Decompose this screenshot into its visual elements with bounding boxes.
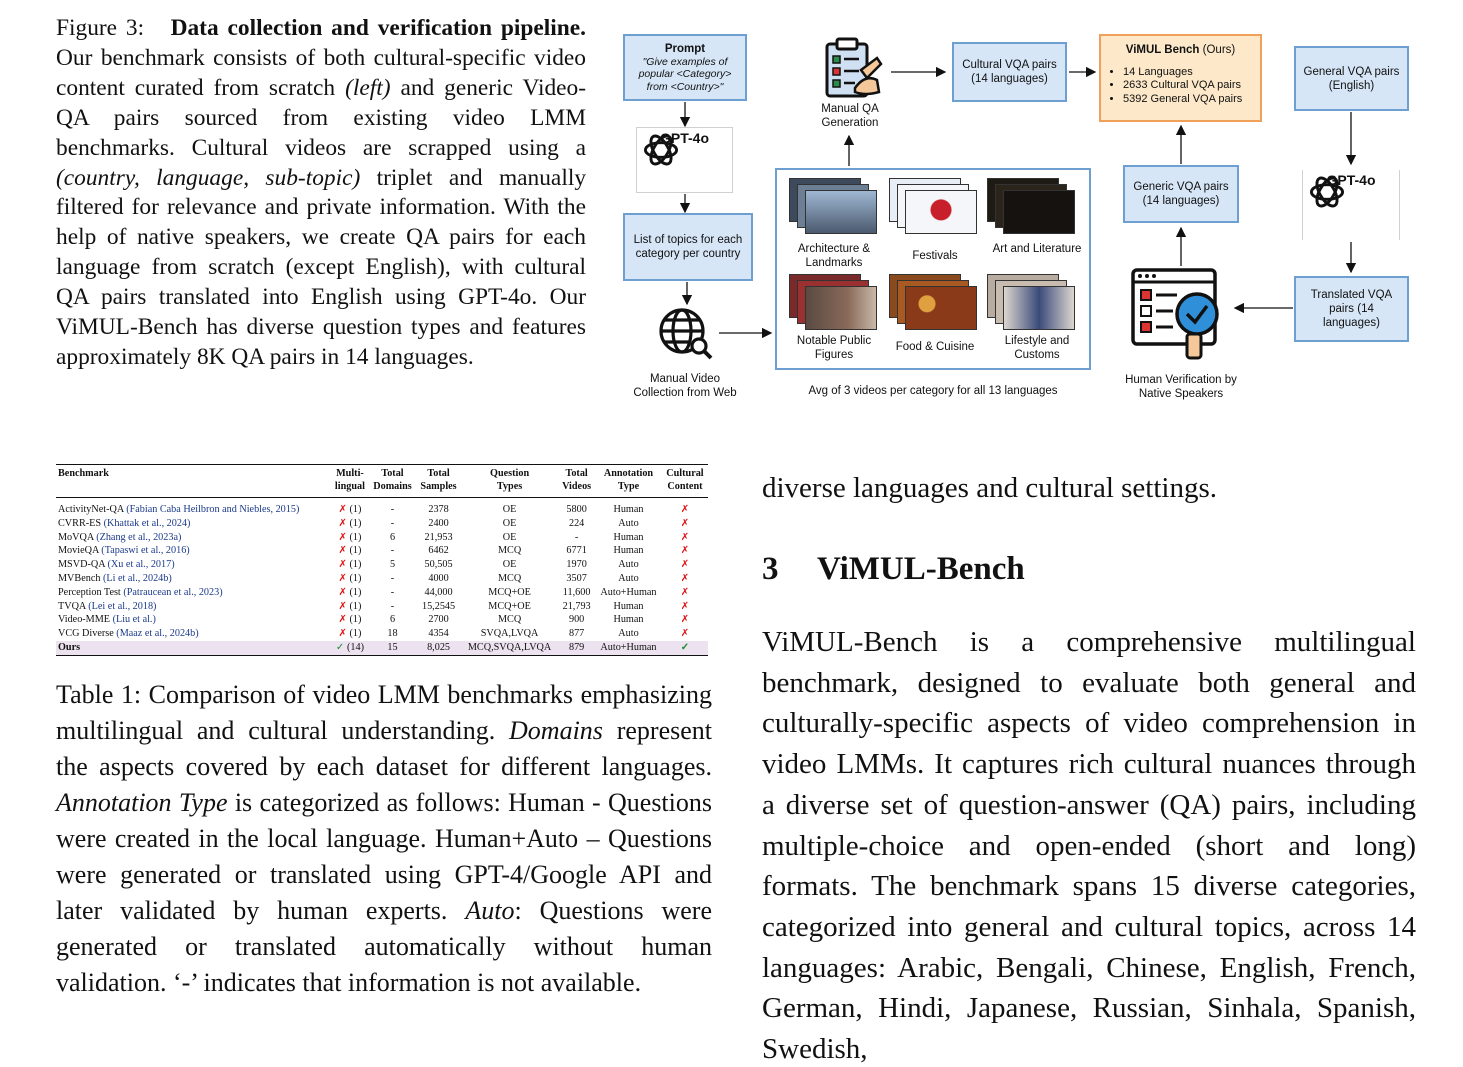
cell-videos-value: 224 xyxy=(568,517,585,529)
category-label: Architecture & Landmarks xyxy=(797,243,871,269)
cell-annotation xyxy=(595,600,662,614)
cell-domains xyxy=(369,600,416,614)
language-count: (1) xyxy=(349,600,362,612)
cell-question-types xyxy=(461,586,558,600)
generic-vqa-text: Generic VQA pairs (14 languages) xyxy=(1133,181,1229,207)
comparison-table xyxy=(56,464,708,656)
table-row xyxy=(56,572,708,586)
cell-question-types-value: OE xyxy=(502,559,517,571)
cross-icon: ✗ xyxy=(338,586,347,598)
table-row xyxy=(56,498,708,517)
cell-question-types xyxy=(461,531,558,545)
cell-videos-value: 5800 xyxy=(566,504,587,515)
cell-domains xyxy=(369,517,416,531)
citation: (Tapaswi et al., 2016) xyxy=(101,545,190,557)
citation: (Li et al., 2024b) xyxy=(103,572,172,584)
citation: (Khattak et al., 2024) xyxy=(103,517,191,529)
cell-videos xyxy=(558,498,595,517)
section-title: ViMUL-Bench xyxy=(817,551,1025,587)
cross-icon: ✗ xyxy=(680,586,690,598)
table-row xyxy=(56,600,708,614)
cell-samples xyxy=(416,517,461,531)
cell-annotation xyxy=(595,586,662,600)
cell-samples xyxy=(416,627,461,641)
cell-domains xyxy=(369,572,416,586)
citation: (Liu et al.) xyxy=(112,614,156,626)
check-icon: ✓ xyxy=(680,641,690,653)
cell-videos xyxy=(558,558,595,572)
section-body: ViMUL-Bench is a comprehensive multilingual benchmark, designed to evaluate both general and culturally-specific aspects of video comprehension in video LMMs. It captures rich cultural nuances through a diverse set of question-answer (QA) pairs, including multiple-choice and open-ended (short and long) formats. The benchmark spans 15 diverse categories, categorized into general and cultural topics, across 14 languages: Arabic, Bengali, Chinese, English, French, German, Hindi, Japanese, Russian, Sinhala, Spanish, Swedish, xyxy=(762,626,1416,1066)
cell-domains-value: - xyxy=(390,504,395,515)
festivals-thumbnail xyxy=(889,178,979,236)
category-label: Lifestyle and Customs xyxy=(1004,335,1070,361)
cross-icon: ✗ xyxy=(680,614,690,626)
table-row-ours xyxy=(56,641,708,655)
cross-icon: ✗ xyxy=(680,572,690,584)
cell-samples xyxy=(416,544,461,558)
language-count: (1) xyxy=(349,559,362,571)
cell-videos-value: 6771 xyxy=(566,545,587,557)
cell-annotation-value: Human xyxy=(613,614,644,626)
prompt-box xyxy=(623,34,747,101)
cell-samples xyxy=(416,641,461,655)
cell-multilingual xyxy=(331,572,369,586)
cell-multilingual xyxy=(331,600,369,614)
cell-samples-value: 2700 xyxy=(428,614,449,626)
cell-benchmark xyxy=(56,586,331,600)
openai-logo-icon xyxy=(1303,170,1351,214)
cell-videos xyxy=(558,586,595,600)
manual-video-label: Manual Video Collection from Web xyxy=(633,373,737,399)
language-count: (1) xyxy=(349,531,362,543)
gpt4o-card-left xyxy=(636,127,733,193)
table-row xyxy=(56,586,708,600)
cell-cultural xyxy=(662,498,708,517)
table-caption-text-4: : Questions were generated or translated automatically without human validation. ‘-’ indicates that information is not available. xyxy=(56,896,712,997)
cell-samples xyxy=(416,558,461,572)
language-count: (1) xyxy=(349,517,362,529)
benchmark-name: MoVQA xyxy=(58,531,94,543)
cell-samples xyxy=(416,531,461,545)
category-label: Food & Cuisine xyxy=(895,341,975,353)
cell-annotation-value: Human xyxy=(613,531,644,543)
table-caption-text-2: represent the aspects covered by each dataset for different languages. xyxy=(56,716,713,781)
language-count: (1) xyxy=(349,545,362,557)
cell-domains xyxy=(369,613,416,627)
cell-domains xyxy=(369,531,416,545)
cross-icon: ✗ xyxy=(338,531,347,543)
cell-benchmark xyxy=(56,613,331,627)
cell-domains-value: 6 xyxy=(389,614,396,626)
openai-logo-icon xyxy=(637,128,685,172)
figure-text-3: triplet and manually filtered for relevance and private information. With the help of native speakers, we create QA pairs for each language from scratch (except English), with cultural QA pairs translated into English using GPT-4o. Our ViMUL-Bench has diverse question types and features approximately 8K QA pairs in 14 languages. xyxy=(56,164,587,370)
cell-videos xyxy=(558,627,595,641)
vimul-ours: (Ours) xyxy=(1202,44,1236,56)
cell-samples-value: 2400 xyxy=(428,517,449,529)
table-row xyxy=(56,544,708,558)
cell-benchmark xyxy=(56,498,331,517)
cell-cultural xyxy=(662,600,708,614)
category-label: Festivals xyxy=(912,250,958,262)
comparison-table-wrapper xyxy=(56,464,708,656)
cell-question-types-value: MCQ,SVQA,LVQA xyxy=(467,641,552,653)
cell-annotation-value: Auto xyxy=(618,517,639,529)
cell-multilingual xyxy=(331,498,369,517)
cell-domains xyxy=(369,586,416,600)
cell-question-types-value: MCQ xyxy=(497,545,522,557)
cell-videos-value: 877 xyxy=(568,628,585,640)
figure-title: Data collection and verification pipeline. xyxy=(170,15,586,41)
cell-domains-value: 5 xyxy=(389,559,396,571)
pipeline-diagram xyxy=(615,28,1415,413)
cell-multilingual xyxy=(331,641,369,655)
gpt4o-card-right xyxy=(1302,170,1400,240)
citation: (Maaz et al., 2024b) xyxy=(116,628,199,640)
cell-multilingual xyxy=(331,613,369,627)
figure-italic-triplet: (country, language, sub-topic) xyxy=(56,164,361,191)
cell-benchmark xyxy=(56,531,331,545)
table-row xyxy=(56,613,708,627)
cell-annotation xyxy=(595,544,662,558)
cell-question-types xyxy=(461,641,558,655)
cultural-vqa-text: Cultural VQA pairs (14 languages) xyxy=(962,59,1057,85)
cell-multilingual xyxy=(331,627,369,641)
citation: (Xu et al., 2017) xyxy=(107,559,175,571)
generic-vqa-box xyxy=(1123,165,1239,223)
citation: (Lei et al., 2018) xyxy=(88,600,157,612)
vimul-stats-list xyxy=(1123,66,1260,107)
cell-benchmark xyxy=(56,600,331,614)
cell-question-types xyxy=(461,498,558,517)
figure-text-1: Our benchmark consists of both cultural-specific video content curated from scratch xyxy=(56,44,586,101)
cell-videos-value: 21,793 xyxy=(562,600,591,612)
cross-icon: ✗ xyxy=(680,545,690,557)
globe-search-icon xyxy=(657,306,715,362)
cell-question-types xyxy=(461,517,558,531)
cell-benchmark xyxy=(56,627,331,641)
cross-icon: ✗ xyxy=(680,600,690,612)
category-panel xyxy=(775,168,1091,370)
figure-caption xyxy=(56,14,586,373)
cell-cultural xyxy=(662,627,708,641)
cross-icon: ✗ xyxy=(338,504,347,515)
table-row xyxy=(56,531,708,545)
benchmark-name: MVBench xyxy=(58,572,101,584)
cell-annotation xyxy=(595,531,662,545)
cell-multilingual xyxy=(331,558,369,572)
cross-icon: ✗ xyxy=(338,614,347,626)
cell-benchmark xyxy=(56,558,331,572)
cell-question-types xyxy=(461,558,558,572)
section-number: 3 xyxy=(762,551,779,587)
cell-question-types-value: MCQ xyxy=(497,614,522,626)
cell-domains-value: - xyxy=(390,586,395,598)
cell-multilingual xyxy=(331,586,369,600)
cell-videos xyxy=(558,517,595,531)
human-verification-icon xyxy=(1129,266,1233,366)
cell-multilingual xyxy=(331,531,369,545)
cell-question-types-value: OE xyxy=(502,517,517,529)
figure-text-2: and generic Video-QA pairs sourced from existing video LMM benchmarks. Cultural videos are scrapped using a xyxy=(56,74,587,161)
cell-videos xyxy=(558,544,595,558)
cell-cultural xyxy=(662,572,708,586)
cell-samples-value: 44,000 xyxy=(424,586,453,598)
cell-cultural xyxy=(662,586,708,600)
cell-question-types-value: OE xyxy=(502,504,517,515)
gpt4o-label-left: GPT-4o xyxy=(659,130,709,146)
cross-icon: ✗ xyxy=(338,545,347,557)
cell-videos-value: 1970 xyxy=(566,559,587,571)
benchmark-name: MSVD-QA xyxy=(58,559,105,571)
language-count: (1) xyxy=(349,586,362,598)
citation: (Fabian Caba Heilbron and Niebles, 2015) xyxy=(126,504,300,515)
cell-samples xyxy=(416,600,461,614)
cell-samples-value: 50,505 xyxy=(424,559,453,571)
vimul-stat: • 5392 General VQA pairs xyxy=(1123,93,1260,107)
cell-annotation xyxy=(595,498,662,517)
benchmark-name: VCG Diverse xyxy=(58,628,114,640)
cell-annotation xyxy=(595,558,662,572)
cell-samples-value: 2378 xyxy=(428,504,449,515)
cell-domains-value: 15 xyxy=(387,641,398,653)
cross-icon: ✗ xyxy=(338,600,347,612)
cell-videos-value: 11,600 xyxy=(562,586,591,598)
cell-annotation xyxy=(595,572,662,586)
figure-italic-left: (left) xyxy=(345,74,391,101)
cell-annotation-value: Auto+Human xyxy=(600,586,657,598)
cell-domains-value: 6 xyxy=(389,531,396,543)
benchmark-name: Video-MME xyxy=(58,614,111,626)
vimul-bench-box xyxy=(1099,34,1262,122)
language-count: (1) xyxy=(349,572,362,584)
benchmark-name: CVRR-ES xyxy=(58,517,102,529)
cell-cultural xyxy=(662,544,708,558)
cross-icon: ✗ xyxy=(680,531,690,543)
cell-samples-value: 4000 xyxy=(428,572,449,584)
benchmark-name: ActivityNet-QA xyxy=(58,504,124,515)
cell-annotation xyxy=(595,613,662,627)
cross-icon: ✗ xyxy=(338,628,347,640)
cell-cultural xyxy=(662,531,708,545)
cell-question-types xyxy=(461,544,558,558)
table-caption-italic-3: Auto xyxy=(465,896,515,925)
cell-annotation-value: Auto xyxy=(618,559,639,571)
section-heading xyxy=(762,548,1416,590)
table-caption-italic-2: Annotation Type xyxy=(56,788,228,817)
table-row xyxy=(56,627,708,641)
cell-annotation-value: Human xyxy=(613,545,644,557)
cell-samples-value: 4354 xyxy=(428,628,449,640)
col-header-benchmark: Benchmark xyxy=(58,468,109,479)
prompt-body: "Give examples of popular <Category> from <Country>" xyxy=(638,55,732,93)
cell-videos xyxy=(558,531,595,545)
col-header-videos: Total Videos xyxy=(562,468,592,492)
cross-icon: ✗ xyxy=(338,559,347,571)
benchmark-name: MovieQA xyxy=(58,545,99,557)
language-count: (1) xyxy=(349,628,362,640)
cell-videos-value: - xyxy=(574,531,579,543)
cell-domains xyxy=(369,558,416,572)
cell-multilingual xyxy=(331,544,369,558)
cell-question-types-value: MCQ+OE xyxy=(488,600,531,612)
cell-cultural xyxy=(662,613,708,627)
cell-videos xyxy=(558,641,595,655)
gpt4o-label-right: GPT-4o xyxy=(1326,172,1376,188)
cell-domains-value: 18 xyxy=(387,628,398,640)
cell-annotation-value: Auto xyxy=(618,628,639,640)
table-caption-italic-1: Domains xyxy=(509,716,603,745)
cell-question-types xyxy=(461,572,558,586)
cell-annotation xyxy=(595,641,662,655)
category-label: Notable Public Figures xyxy=(796,335,872,361)
citation: (Patraucean et al., 2023) xyxy=(123,586,223,598)
clipboard-icon xyxy=(821,36,885,100)
cell-domains-value: - xyxy=(390,600,395,612)
cell-benchmark xyxy=(56,517,331,531)
benchmark-name: TVQA xyxy=(58,600,86,612)
cross-icon: ✗ xyxy=(338,572,347,584)
cell-videos xyxy=(558,600,595,614)
language-count: (1) xyxy=(349,614,362,626)
col-header-question-types: Question Types xyxy=(490,468,530,492)
cell-annotation-value: Auto xyxy=(618,572,639,584)
cross-icon: ✗ xyxy=(680,504,690,515)
table-body xyxy=(56,498,708,656)
cultural-vqa-box xyxy=(952,42,1067,102)
cell-samples-value: 15,2545 xyxy=(421,600,456,612)
cell-question-types-value: MCQ xyxy=(497,572,522,584)
table-caption xyxy=(56,677,712,1001)
col-header-multilingual: Multi- lingual xyxy=(334,468,365,492)
cell-domains xyxy=(369,627,416,641)
table-caption-text-1: Table 1: Comparison of video LMM benchmarks emphasizing multilingual and cultural understanding. xyxy=(56,680,712,745)
cell-videos xyxy=(558,613,595,627)
benchmark-name: Ours xyxy=(58,641,81,653)
language-count: (14) xyxy=(346,641,364,653)
cell-question-types-value: OE xyxy=(502,531,517,543)
citation: (Zhang et al., 2023a) xyxy=(96,531,182,543)
cell-cultural xyxy=(662,517,708,531)
translated-vqa-box xyxy=(1294,276,1409,342)
col-header-domains: Total Domains xyxy=(373,468,412,492)
cell-samples xyxy=(416,572,461,586)
cross-icon: ✗ xyxy=(338,517,347,529)
vimul-title: ViMUL Bench xyxy=(1125,44,1200,56)
col-header-cultural: Cultural Content xyxy=(666,468,704,492)
cell-domains xyxy=(369,544,416,558)
cell-domains-value: - xyxy=(390,572,395,584)
art-thumbnail xyxy=(987,178,1077,236)
cell-annotation-value: Human xyxy=(613,600,644,612)
cross-icon: ✗ xyxy=(680,628,690,640)
cell-cultural xyxy=(662,641,708,655)
topics-list-box xyxy=(623,213,753,281)
cell-domains xyxy=(369,498,416,517)
cell-videos-value: 900 xyxy=(568,614,585,626)
cell-samples xyxy=(416,586,461,600)
table-row xyxy=(56,517,708,531)
general-vqa-text: General VQA pairs (English) xyxy=(1303,65,1400,92)
cell-multilingual xyxy=(331,517,369,531)
cell-domains-value: - xyxy=(390,545,395,557)
cell-annotation-value: Auto+Human xyxy=(600,641,657,653)
cell-question-types-value: MCQ+OE xyxy=(488,586,531,598)
cell-videos-value: 3507 xyxy=(566,572,587,584)
col-header-samples: Total Samples xyxy=(420,468,457,492)
cell-benchmark xyxy=(56,641,331,655)
table-header-row xyxy=(56,465,708,498)
prompt-title: Prompt xyxy=(664,42,706,55)
cell-question-types xyxy=(461,613,558,627)
cell-benchmark xyxy=(56,572,331,586)
cross-icon: ✗ xyxy=(680,559,690,571)
check-icon: ✓ xyxy=(335,641,345,653)
cell-videos-value: 879 xyxy=(568,641,585,653)
cell-question-types xyxy=(461,627,558,641)
col-header-annotation: Annotation Type xyxy=(603,468,654,492)
food-thumbnail xyxy=(889,274,979,332)
cell-videos xyxy=(558,572,595,586)
vimul-stat: • 14 Languages xyxy=(1123,66,1260,80)
category-label: Art and Literature xyxy=(992,243,1082,255)
figure-label: Figure 3: xyxy=(56,15,145,41)
translated-vqa-text: Translated VQA pairs (14 languages) xyxy=(1310,289,1393,329)
cell-domains-value: - xyxy=(390,517,395,529)
cell-domains xyxy=(369,641,416,655)
manual-qa-label: Manual QA Generation xyxy=(821,103,879,129)
paragraph-continuation: diverse languages and cultural settings. xyxy=(762,472,1218,504)
cross-icon: ✗ xyxy=(680,517,690,529)
cell-annotation xyxy=(595,517,662,531)
cell-question-types xyxy=(461,600,558,614)
cell-benchmark xyxy=(56,544,331,558)
language-count: (1) xyxy=(349,504,362,515)
public-figures-thumbnail xyxy=(789,274,879,332)
human-verification-label: Human Verification by Native Speakers xyxy=(1125,374,1237,400)
cell-samples-value: 21,953 xyxy=(424,531,453,543)
cell-annotation xyxy=(595,627,662,641)
cell-cultural xyxy=(662,558,708,572)
cell-samples-value: 8,025 xyxy=(427,641,450,653)
cell-annotation-value: Human xyxy=(613,504,644,515)
cell-samples xyxy=(416,498,461,517)
benchmark-name: Perception Test xyxy=(58,586,121,598)
lifestyle-thumbnail xyxy=(987,274,1077,332)
cell-samples-value: 6462 xyxy=(428,545,449,557)
cell-question-types-value: SVQA,LVQA xyxy=(480,628,539,640)
architecture-thumbnail xyxy=(789,178,879,236)
cell-samples xyxy=(416,613,461,627)
topics-list-text: List of topics for each category per country xyxy=(633,234,743,260)
avg-videos-note: Avg of 3 videos per category for all 13 languages xyxy=(808,385,1058,397)
table-row xyxy=(56,558,708,572)
general-vqa-box xyxy=(1294,46,1409,111)
vimul-stat: • 2633 Cultural VQA pairs xyxy=(1123,79,1260,93)
table-caption-text-3: is categorized as follows: Human - Questions were created in the local language. Human+Auto – Questions were generated or translated using GPT-4/Google API and later validated by human experts. xyxy=(56,788,712,925)
